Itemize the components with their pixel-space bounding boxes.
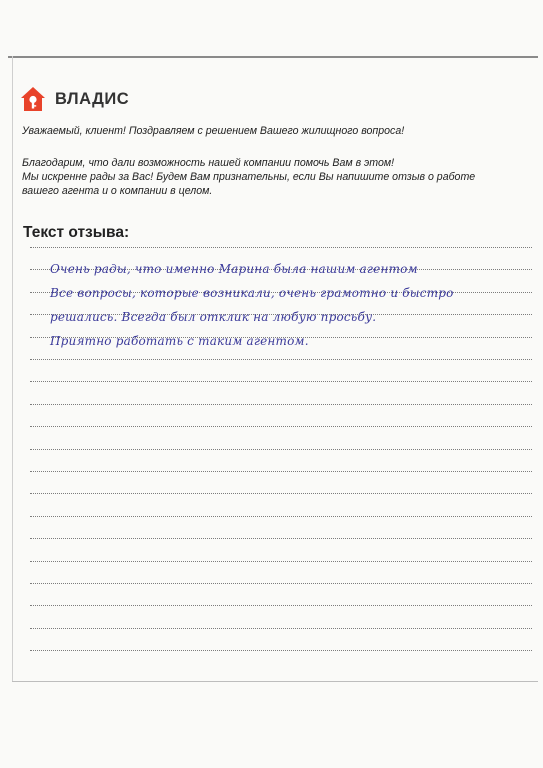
- writing-rule: [30, 337, 532, 338]
- writing-rule: [30, 628, 532, 629]
- writing-rule: [30, 650, 532, 651]
- writing-rule: [30, 538, 532, 539]
- writing-rule: [30, 404, 532, 405]
- review-title: Текст отзыва:: [23, 224, 130, 241]
- writing-rule: [30, 426, 532, 427]
- writing-rule: [30, 561, 532, 562]
- handwritten-line-2: Все вопросы, которые возникали, очень грамотно и быстро: [50, 286, 454, 300]
- handwritten-line-4: Приятно работать с таким агентом.: [50, 334, 309, 348]
- writing-rule: [30, 292, 532, 293]
- thanks-line-2: Мы искренне рады за Вас! Будем Вам признательны, если Вы напишите отзыв о работе: [22, 171, 476, 183]
- greeting-text: Уважаемый, клиент! Поздравляем с решением Вашего жилищного вопроса!: [22, 125, 405, 137]
- writing-rule: [30, 269, 532, 270]
- company-name: ВЛАДИС: [55, 89, 130, 108]
- handwritten-line-3: решались. Всегда был отклик на любую просьбу.: [50, 310, 377, 324]
- handwritten-line-1: Очень рады, что именно Марина была нашим агентом: [50, 262, 418, 276]
- writing-rule: [30, 583, 532, 584]
- writing-rule: [30, 449, 532, 450]
- writing-rule: [30, 247, 532, 248]
- writing-rule: [30, 314, 532, 315]
- writing-rule: [30, 471, 532, 472]
- thanks-text: [22, 156, 522, 198]
- writing-rule: [30, 381, 532, 382]
- house-key-icon: [20, 86, 46, 112]
- writing-rule: [30, 359, 532, 360]
- page-bottom-border: [12, 681, 538, 682]
- thanks-line-1: Благодарим, что дали возможность нашей компании помочь Вам в этом!: [22, 157, 395, 169]
- page-left-border: [12, 56, 13, 682]
- writing-rule: [30, 605, 532, 606]
- writing-rule: [30, 493, 532, 494]
- writing-rule: [30, 516, 532, 517]
- company-logo: [20, 86, 129, 112]
- review-text-area[interactable]: [30, 247, 532, 672]
- thanks-line-3: вашего агента и о компании в целом.: [22, 185, 213, 197]
- page-top-border: [8, 56, 538, 58]
